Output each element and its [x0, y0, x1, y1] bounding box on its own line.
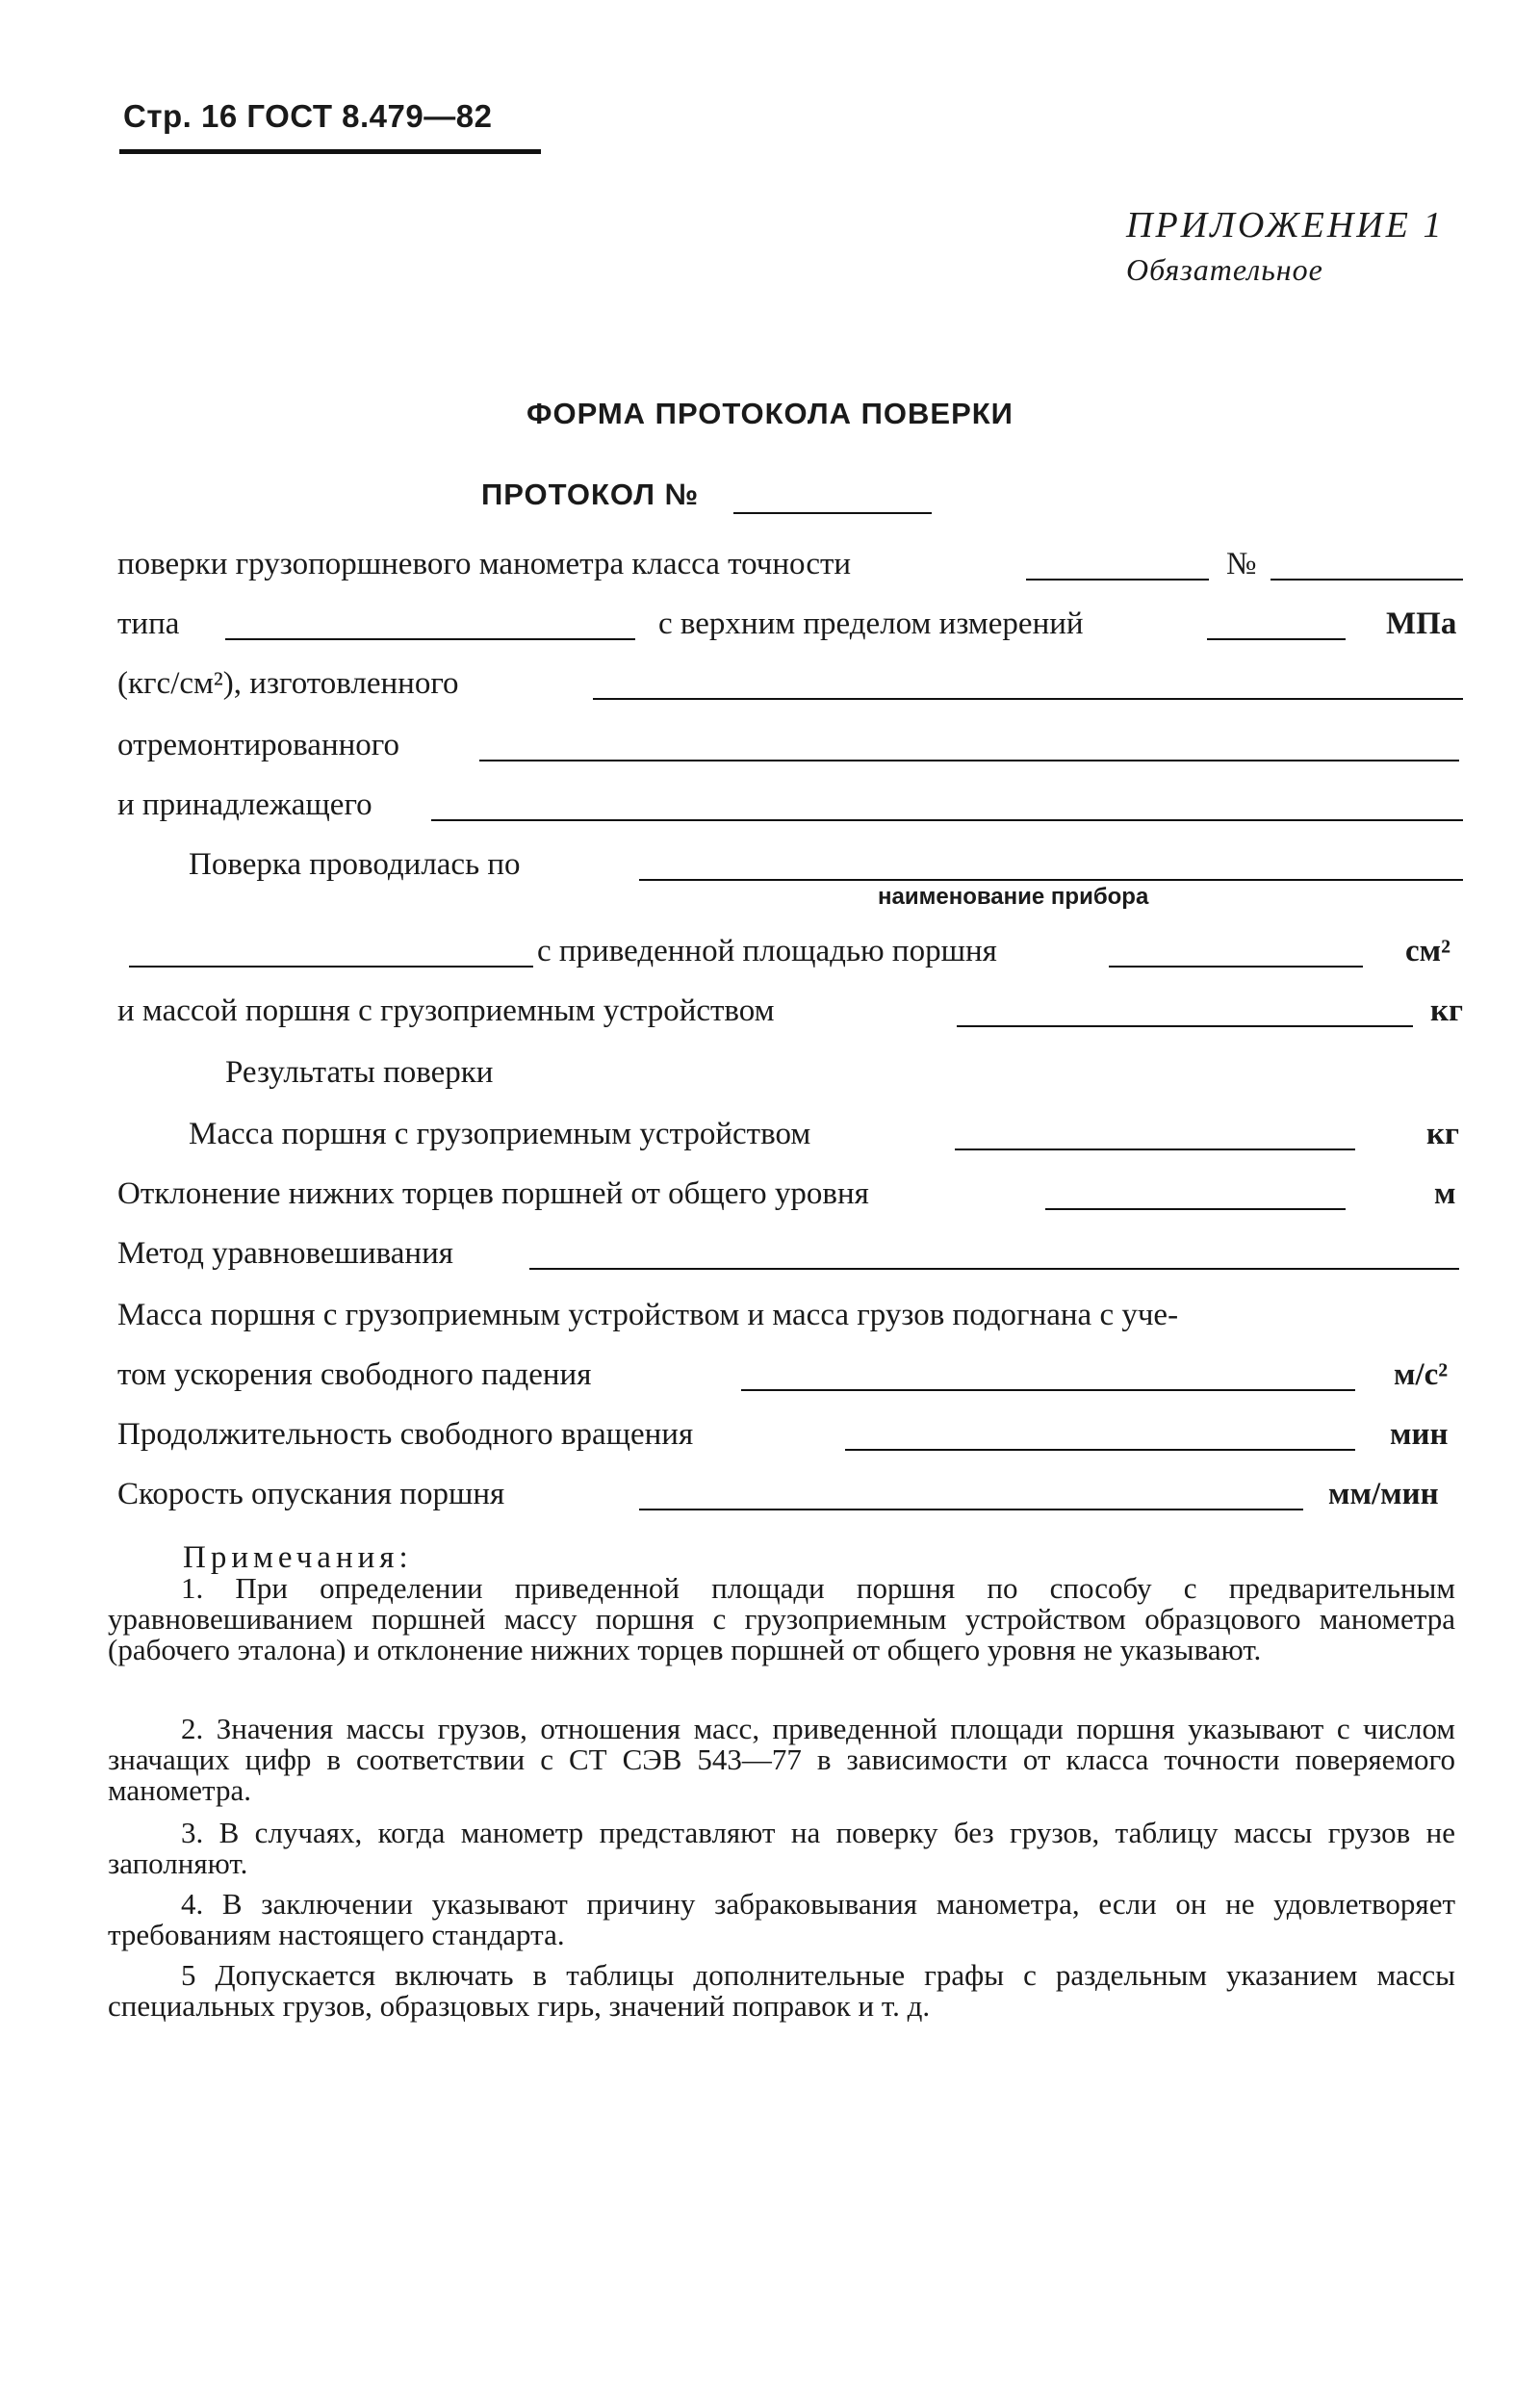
protocol-label: ПРОТОКОЛ №: [481, 477, 700, 511]
manufactured-label: (кгс/см²), изготовленного: [117, 666, 459, 701]
appendix-title: ПРИЛОЖЕНИЕ 1: [1126, 205, 1445, 245]
unit-kg-2: кг: [1426, 1117, 1459, 1151]
header-rule: [119, 149, 541, 154]
manufacturer-blank[interactable]: [593, 698, 1463, 700]
note-1: 1. При определении приведенной площади поршня по способу с предварительным уравновешиванием поршней массу поршня с грузоприемным устройством образцового манометра (рабочего эталона) и отклонение нижних торцев поршней от общего уровня не указывают.: [108, 1571, 1455, 1666]
area-blank[interactable]: [1109, 966, 1363, 968]
unit-mpa: МПа: [1386, 606, 1457, 641]
unit-ms2: м/с²: [1394, 1357, 1449, 1392]
type-blank[interactable]: [225, 638, 635, 640]
speed-label: Скорость опускания поршня: [117, 1477, 505, 1511]
piston-mass-label: Масса поршня с грузоприемным устройством: [189, 1117, 811, 1151]
mass-blank[interactable]: [957, 1025, 1413, 1027]
unit-m: м: [1434, 1176, 1456, 1211]
verified-by-label: Поверка проводилась по: [189, 847, 521, 882]
device-name-blank[interactable]: [639, 879, 1463, 881]
note-3: 3. В случаях, когда манометр представляют на поверку без грузов, таблицу массы грузов не заполняют.: [108, 1816, 1455, 1880]
owner-label: и принадлежащего: [117, 787, 372, 822]
page-header: Стр. 16 ГОСТ 8.479—82: [123, 98, 493, 134]
gravity-blank[interactable]: [741, 1389, 1355, 1391]
accuracy-class-label: поверки грузопоршневого манометра класса точности: [117, 547, 852, 581]
adjustment-line-2: том ускорения свободного падения: [117, 1357, 592, 1392]
repaired-label: отремонтированного: [117, 728, 399, 762]
unit-cm2: см²: [1405, 934, 1451, 968]
deviation-blank[interactable]: [1045, 1208, 1346, 1210]
rotation-label: Продолжительность свободного вращения: [117, 1417, 694, 1452]
notes-title: Примечания:: [183, 1540, 413, 1575]
accuracy-class-blank[interactable]: [1026, 579, 1209, 581]
area-label: с приведенной площадью поршня: [537, 934, 997, 968]
serial-no-blank[interactable]: [1270, 579, 1463, 581]
piston-mass-blank[interactable]: [955, 1148, 1355, 1150]
mass-label: и массой поршня с грузоприемным устройством: [117, 994, 775, 1028]
method-blank[interactable]: [529, 1268, 1459, 1270]
results-heading: Результаты поверки: [225, 1055, 494, 1090]
method-label: Метод уравновешивания: [117, 1236, 453, 1271]
unit-kg: кг: [1430, 994, 1463, 1028]
serial-no-label: №: [1226, 547, 1257, 581]
adjustment-line-1: Масса поршня с грузоприемным устройством и масса грузов подогнана с уче-: [117, 1298, 1179, 1332]
unit-min: мин: [1390, 1417, 1449, 1452]
upper-limit-label: с верхним пределом измерений: [658, 606, 1084, 641]
owner-blank[interactable]: [431, 819, 1463, 821]
type-label: типа: [117, 606, 180, 641]
deviation-label: Отклонение нижних торцев поршней от общего уровня: [117, 1176, 869, 1211]
upper-limit-blank[interactable]: [1207, 638, 1346, 640]
form-title: ФОРМА ПРОТОКОЛА ПОВЕРКИ: [526, 397, 1014, 430]
note-4: 4. В заключении указывают причину забраковывания манометра, если он не удовлетворяет требованиям настоящего стандарта.: [108, 1887, 1455, 1951]
device-blank-continued[interactable]: [129, 966, 533, 968]
note-5: 5 Допускается включать в таблицы дополнительные графы с раздельным указанием массы специальных грузов, образцовых гирь, значений поправок и т. д.: [108, 1958, 1455, 2023]
unit-mm-min: мм/мин: [1328, 1477, 1439, 1511]
appendix-subtitle: Обязательное: [1126, 252, 1323, 287]
note-2: 2. Значения массы грузов, отношения масс, приведенной площади поршня указывают с числом значащих цифр в соответствии с СТ СЭВ 543—77 в зависимости от класса точности поверяемого манометра.: [108, 1712, 1455, 1807]
rotation-blank[interactable]: [845, 1449, 1355, 1451]
protocol-number-blank[interactable]: [733, 512, 932, 514]
device-name-caption: наименование прибора: [878, 884, 1149, 910]
repairer-blank[interactable]: [479, 760, 1459, 761]
speed-blank[interactable]: [639, 1509, 1303, 1510]
